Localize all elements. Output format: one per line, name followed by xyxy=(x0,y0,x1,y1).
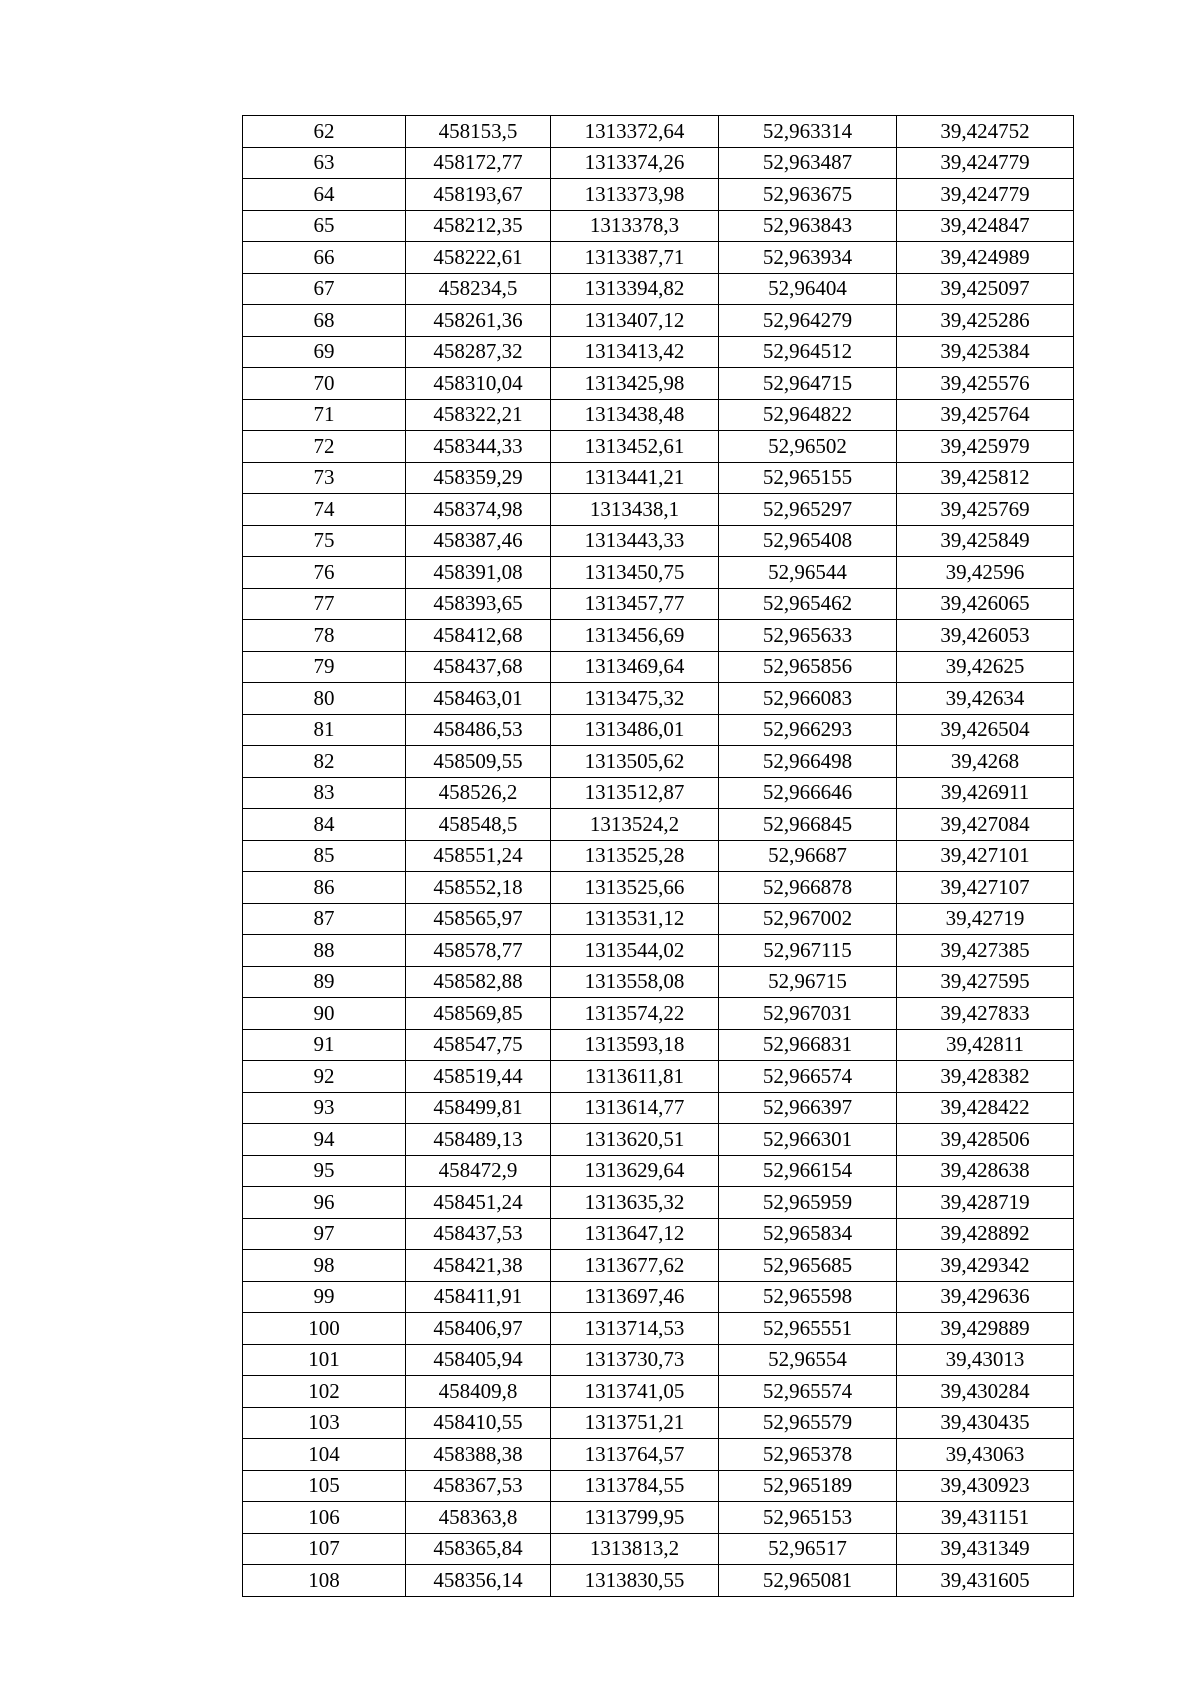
x-coordinate-cell: 458387,46 xyxy=(406,525,551,557)
longitude-cell: 39,427084 xyxy=(897,809,1074,841)
y-coordinate-cell: 1313475,32 xyxy=(551,683,719,715)
y-coordinate-cell: 1313697,46 xyxy=(551,1281,719,1313)
x-coordinate-cell: 458437,53 xyxy=(406,1218,551,1250)
coordinates-table xyxy=(242,115,1074,1597)
x-coordinate-cell: 458359,29 xyxy=(406,462,551,494)
y-coordinate-cell: 1313525,28 xyxy=(551,840,719,872)
latitude-cell: 52,963314 xyxy=(719,116,897,148)
latitude-cell: 52,965189 xyxy=(719,1470,897,1502)
point-number-cell: 83 xyxy=(243,777,406,809)
table-row xyxy=(243,431,1074,463)
longitude-cell: 39,425769 xyxy=(897,494,1074,526)
x-coordinate-cell: 458356,14 xyxy=(406,1565,551,1597)
y-coordinate-cell: 1313558,08 xyxy=(551,966,719,998)
point-number-cell: 78 xyxy=(243,620,406,652)
x-coordinate-cell: 458344,33 xyxy=(406,431,551,463)
y-coordinate-cell: 1313614,77 xyxy=(551,1092,719,1124)
point-number-cell: 67 xyxy=(243,273,406,305)
longitude-cell: 39,42811 xyxy=(897,1029,1074,1061)
table-row xyxy=(243,651,1074,683)
longitude-cell: 39,431349 xyxy=(897,1533,1074,1565)
y-coordinate-cell: 1313677,62 xyxy=(551,1250,719,1282)
point-number-cell: 99 xyxy=(243,1281,406,1313)
latitude-cell: 52,96687 xyxy=(719,840,897,872)
longitude-cell: 39,430284 xyxy=(897,1376,1074,1408)
table-row xyxy=(243,1376,1074,1408)
y-coordinate-cell: 1313407,12 xyxy=(551,305,719,337)
longitude-cell: 39,424989 xyxy=(897,242,1074,274)
y-coordinate-cell: 1313647,12 xyxy=(551,1218,719,1250)
table-row xyxy=(243,620,1074,652)
latitude-cell: 52,96404 xyxy=(719,273,897,305)
x-coordinate-cell: 458261,36 xyxy=(406,305,551,337)
longitude-cell: 39,425097 xyxy=(897,273,1074,305)
table-row xyxy=(243,872,1074,904)
latitude-cell: 52,965408 xyxy=(719,525,897,557)
table-row xyxy=(243,966,1074,998)
x-coordinate-cell: 458509,55 xyxy=(406,746,551,778)
longitude-cell: 39,427385 xyxy=(897,935,1074,967)
table-row xyxy=(243,1029,1074,1061)
x-coordinate-cell: 458421,38 xyxy=(406,1250,551,1282)
longitude-cell: 39,429342 xyxy=(897,1250,1074,1282)
x-coordinate-cell: 458548,5 xyxy=(406,809,551,841)
y-coordinate-cell: 1313486,01 xyxy=(551,714,719,746)
longitude-cell: 39,428422 xyxy=(897,1092,1074,1124)
y-coordinate-cell: 1313394,82 xyxy=(551,273,719,305)
x-coordinate-cell: 458405,94 xyxy=(406,1344,551,1376)
table-row xyxy=(243,147,1074,179)
latitude-cell: 52,966293 xyxy=(719,714,897,746)
x-coordinate-cell: 458172,77 xyxy=(406,147,551,179)
longitude-cell: 39,425812 xyxy=(897,462,1074,494)
point-number-cell: 98 xyxy=(243,1250,406,1282)
y-coordinate-cell: 1313751,21 xyxy=(551,1407,719,1439)
x-coordinate-cell: 458222,61 xyxy=(406,242,551,274)
longitude-cell: 39,42596 xyxy=(897,557,1074,589)
latitude-cell: 52,966498 xyxy=(719,746,897,778)
point-number-cell: 72 xyxy=(243,431,406,463)
table-row xyxy=(243,588,1074,620)
point-number-cell: 64 xyxy=(243,179,406,211)
table-row xyxy=(243,462,1074,494)
point-number-cell: 75 xyxy=(243,525,406,557)
table-row xyxy=(243,179,1074,211)
y-coordinate-cell: 1313374,26 xyxy=(551,147,719,179)
point-number-cell: 81 xyxy=(243,714,406,746)
point-number-cell: 88 xyxy=(243,935,406,967)
table-row xyxy=(243,1313,1074,1345)
point-number-cell: 85 xyxy=(243,840,406,872)
latitude-cell: 52,964512 xyxy=(719,336,897,368)
longitude-cell: 39,427595 xyxy=(897,966,1074,998)
table-row xyxy=(243,1502,1074,1534)
x-coordinate-cell: 458393,65 xyxy=(406,588,551,620)
x-coordinate-cell: 458310,04 xyxy=(406,368,551,400)
point-number-cell: 97 xyxy=(243,1218,406,1250)
y-coordinate-cell: 1313443,33 xyxy=(551,525,719,557)
point-number-cell: 101 xyxy=(243,1344,406,1376)
x-coordinate-cell: 458565,97 xyxy=(406,903,551,935)
x-coordinate-cell: 458569,85 xyxy=(406,998,551,1030)
y-coordinate-cell: 1313525,66 xyxy=(551,872,719,904)
point-number-cell: 104 xyxy=(243,1439,406,1471)
table-row xyxy=(243,998,1074,1030)
latitude-cell: 52,966154 xyxy=(719,1155,897,1187)
table-row xyxy=(243,525,1074,557)
table-row xyxy=(243,1124,1074,1156)
longitude-cell: 39,425286 xyxy=(897,305,1074,337)
point-number-cell: 84 xyxy=(243,809,406,841)
x-coordinate-cell: 458193,67 xyxy=(406,179,551,211)
longitude-cell: 39,42719 xyxy=(897,903,1074,935)
longitude-cell: 39,4268 xyxy=(897,746,1074,778)
longitude-cell: 39,424847 xyxy=(897,210,1074,242)
y-coordinate-cell: 1313505,62 xyxy=(551,746,719,778)
y-coordinate-cell: 1313784,55 xyxy=(551,1470,719,1502)
table-row xyxy=(243,336,1074,368)
table-row xyxy=(243,777,1074,809)
latitude-cell: 52,96715 xyxy=(719,966,897,998)
point-number-cell: 76 xyxy=(243,557,406,589)
latitude-cell: 52,96544 xyxy=(719,557,897,589)
y-coordinate-cell: 1313730,73 xyxy=(551,1344,719,1376)
table-row xyxy=(243,840,1074,872)
table-row xyxy=(243,1470,1074,1502)
point-number-cell: 82 xyxy=(243,746,406,778)
y-coordinate-cell: 1313741,05 xyxy=(551,1376,719,1408)
coordinates-table-body xyxy=(243,116,1074,1597)
table-row xyxy=(243,399,1074,431)
point-number-cell: 71 xyxy=(243,399,406,431)
latitude-cell: 52,963675 xyxy=(719,179,897,211)
longitude-cell: 39,428638 xyxy=(897,1155,1074,1187)
y-coordinate-cell: 1313799,95 xyxy=(551,1502,719,1534)
x-coordinate-cell: 458551,24 xyxy=(406,840,551,872)
table-row xyxy=(243,116,1074,148)
latitude-cell: 52,966083 xyxy=(719,683,897,715)
longitude-cell: 39,429636 xyxy=(897,1281,1074,1313)
latitude-cell: 52,96517 xyxy=(719,1533,897,1565)
y-coordinate-cell: 1313635,32 xyxy=(551,1187,719,1219)
y-coordinate-cell: 1313438,1 xyxy=(551,494,719,526)
y-coordinate-cell: 1313441,21 xyxy=(551,462,719,494)
x-coordinate-cell: 458547,75 xyxy=(406,1029,551,1061)
x-coordinate-cell: 458367,53 xyxy=(406,1470,551,1502)
longitude-cell: 39,427101 xyxy=(897,840,1074,872)
point-number-cell: 63 xyxy=(243,147,406,179)
y-coordinate-cell: 1313456,69 xyxy=(551,620,719,652)
latitude-cell: 52,965551 xyxy=(719,1313,897,1345)
latitude-cell: 52,966646 xyxy=(719,777,897,809)
point-number-cell: 107 xyxy=(243,1533,406,1565)
table-row xyxy=(243,1565,1074,1597)
longitude-cell: 39,428892 xyxy=(897,1218,1074,1250)
y-coordinate-cell: 1313813,2 xyxy=(551,1533,719,1565)
point-number-cell: 80 xyxy=(243,683,406,715)
table-row xyxy=(243,557,1074,589)
table-row xyxy=(243,683,1074,715)
x-coordinate-cell: 458486,53 xyxy=(406,714,551,746)
x-coordinate-cell: 458451,24 xyxy=(406,1187,551,1219)
latitude-cell: 52,964279 xyxy=(719,305,897,337)
x-coordinate-cell: 458287,32 xyxy=(406,336,551,368)
latitude-cell: 52,965081 xyxy=(719,1565,897,1597)
point-number-cell: 74 xyxy=(243,494,406,526)
table-row xyxy=(243,903,1074,935)
point-number-cell: 66 xyxy=(243,242,406,274)
longitude-cell: 39,426053 xyxy=(897,620,1074,652)
longitude-cell: 39,42634 xyxy=(897,683,1074,715)
latitude-cell: 52,966574 xyxy=(719,1061,897,1093)
point-number-cell: 73 xyxy=(243,462,406,494)
x-coordinate-cell: 458411,91 xyxy=(406,1281,551,1313)
latitude-cell: 52,965378 xyxy=(719,1439,897,1471)
longitude-cell: 39,429889 xyxy=(897,1313,1074,1345)
x-coordinate-cell: 458578,77 xyxy=(406,935,551,967)
table-row xyxy=(243,242,1074,274)
y-coordinate-cell: 1313620,51 xyxy=(551,1124,719,1156)
longitude-cell: 39,424779 xyxy=(897,179,1074,211)
latitude-cell: 52,966845 xyxy=(719,809,897,841)
point-number-cell: 62 xyxy=(243,116,406,148)
longitude-cell: 39,426911 xyxy=(897,777,1074,809)
point-number-cell: 93 xyxy=(243,1092,406,1124)
longitude-cell: 39,428506 xyxy=(897,1124,1074,1156)
x-coordinate-cell: 458409,8 xyxy=(406,1376,551,1408)
table-row xyxy=(243,1092,1074,1124)
latitude-cell: 52,966397 xyxy=(719,1092,897,1124)
table-row xyxy=(243,210,1074,242)
x-coordinate-cell: 458234,5 xyxy=(406,273,551,305)
longitude-cell: 39,425979 xyxy=(897,431,1074,463)
latitude-cell: 52,965579 xyxy=(719,1407,897,1439)
latitude-cell: 52,963843 xyxy=(719,210,897,242)
x-coordinate-cell: 458519,44 xyxy=(406,1061,551,1093)
latitude-cell: 52,965462 xyxy=(719,588,897,620)
latitude-cell: 52,967031 xyxy=(719,998,897,1030)
y-coordinate-cell: 1313611,81 xyxy=(551,1061,719,1093)
point-number-cell: 108 xyxy=(243,1565,406,1597)
y-coordinate-cell: 1313450,75 xyxy=(551,557,719,589)
latitude-cell: 52,967115 xyxy=(719,935,897,967)
point-number-cell: 86 xyxy=(243,872,406,904)
point-number-cell: 68 xyxy=(243,305,406,337)
latitude-cell: 52,966831 xyxy=(719,1029,897,1061)
table-row xyxy=(243,714,1074,746)
x-coordinate-cell: 458374,98 xyxy=(406,494,551,526)
table-row xyxy=(243,1218,1074,1250)
table-row xyxy=(243,305,1074,337)
point-number-cell: 70 xyxy=(243,368,406,400)
x-coordinate-cell: 458472,9 xyxy=(406,1155,551,1187)
x-coordinate-cell: 458526,2 xyxy=(406,777,551,809)
y-coordinate-cell: 1313372,64 xyxy=(551,116,719,148)
latitude-cell: 52,967002 xyxy=(719,903,897,935)
x-coordinate-cell: 458412,68 xyxy=(406,620,551,652)
table-row xyxy=(243,1155,1074,1187)
point-number-cell: 103 xyxy=(243,1407,406,1439)
latitude-cell: 52,964715 xyxy=(719,368,897,400)
point-number-cell: 94 xyxy=(243,1124,406,1156)
table-row xyxy=(243,1439,1074,1471)
table-row xyxy=(243,1061,1074,1093)
latitude-cell: 52,965685 xyxy=(719,1250,897,1282)
y-coordinate-cell: 1313413,42 xyxy=(551,336,719,368)
point-number-cell: 91 xyxy=(243,1029,406,1061)
y-coordinate-cell: 1313524,2 xyxy=(551,809,719,841)
latitude-cell: 52,963934 xyxy=(719,242,897,274)
latitude-cell: 52,966301 xyxy=(719,1124,897,1156)
table-row xyxy=(243,1281,1074,1313)
latitude-cell: 52,966878 xyxy=(719,872,897,904)
longitude-cell: 39,427833 xyxy=(897,998,1074,1030)
y-coordinate-cell: 1313373,98 xyxy=(551,179,719,211)
point-number-cell: 90 xyxy=(243,998,406,1030)
x-coordinate-cell: 458410,55 xyxy=(406,1407,551,1439)
point-number-cell: 106 xyxy=(243,1502,406,1534)
longitude-cell: 39,42625 xyxy=(897,651,1074,683)
longitude-cell: 39,431605 xyxy=(897,1565,1074,1597)
latitude-cell: 52,96502 xyxy=(719,431,897,463)
longitude-cell: 39,425384 xyxy=(897,336,1074,368)
point-number-cell: 95 xyxy=(243,1155,406,1187)
y-coordinate-cell: 1313378,3 xyxy=(551,210,719,242)
longitude-cell: 39,428719 xyxy=(897,1187,1074,1219)
longitude-cell: 39,424779 xyxy=(897,147,1074,179)
longitude-cell: 39,426504 xyxy=(897,714,1074,746)
x-coordinate-cell: 458212,35 xyxy=(406,210,551,242)
table-row xyxy=(243,1344,1074,1376)
latitude-cell: 52,965598 xyxy=(719,1281,897,1313)
table-row xyxy=(243,494,1074,526)
latitude-cell: 52,965856 xyxy=(719,651,897,683)
longitude-cell: 39,428382 xyxy=(897,1061,1074,1093)
y-coordinate-cell: 1313438,48 xyxy=(551,399,719,431)
table-row xyxy=(243,273,1074,305)
y-coordinate-cell: 1313469,64 xyxy=(551,651,719,683)
longitude-cell: 39,431151 xyxy=(897,1502,1074,1534)
y-coordinate-cell: 1313544,02 xyxy=(551,935,719,967)
y-coordinate-cell: 1313830,55 xyxy=(551,1565,719,1597)
longitude-cell: 39,43013 xyxy=(897,1344,1074,1376)
y-coordinate-cell: 1313629,64 xyxy=(551,1155,719,1187)
table-row xyxy=(243,746,1074,778)
latitude-cell: 52,965574 xyxy=(719,1376,897,1408)
point-number-cell: 69 xyxy=(243,336,406,368)
y-coordinate-cell: 1313425,98 xyxy=(551,368,719,400)
x-coordinate-cell: 458437,68 xyxy=(406,651,551,683)
x-coordinate-cell: 458322,21 xyxy=(406,399,551,431)
latitude-cell: 52,965297 xyxy=(719,494,897,526)
point-number-cell: 92 xyxy=(243,1061,406,1093)
longitude-cell: 39,424752 xyxy=(897,116,1074,148)
longitude-cell: 39,430435 xyxy=(897,1407,1074,1439)
point-number-cell: 79 xyxy=(243,651,406,683)
y-coordinate-cell: 1313531,12 xyxy=(551,903,719,935)
latitude-cell: 52,965834 xyxy=(719,1218,897,1250)
latitude-cell: 52,965633 xyxy=(719,620,897,652)
x-coordinate-cell: 458552,18 xyxy=(406,872,551,904)
y-coordinate-cell: 1313593,18 xyxy=(551,1029,719,1061)
x-coordinate-cell: 458499,81 xyxy=(406,1092,551,1124)
y-coordinate-cell: 1313512,87 xyxy=(551,777,719,809)
y-coordinate-cell: 1313574,22 xyxy=(551,998,719,1030)
x-coordinate-cell: 458489,13 xyxy=(406,1124,551,1156)
latitude-cell: 52,963487 xyxy=(719,147,897,179)
x-coordinate-cell: 458463,01 xyxy=(406,683,551,715)
latitude-cell: 52,965155 xyxy=(719,462,897,494)
y-coordinate-cell: 1313387,71 xyxy=(551,242,719,274)
table-row xyxy=(243,1533,1074,1565)
y-coordinate-cell: 1313457,77 xyxy=(551,588,719,620)
latitude-cell: 52,964822 xyxy=(719,399,897,431)
point-number-cell: 102 xyxy=(243,1376,406,1408)
latitude-cell: 52,96554 xyxy=(719,1344,897,1376)
x-coordinate-cell: 458582,88 xyxy=(406,966,551,998)
point-number-cell: 77 xyxy=(243,588,406,620)
point-number-cell: 100 xyxy=(243,1313,406,1345)
x-coordinate-cell: 458365,84 xyxy=(406,1533,551,1565)
table-row xyxy=(243,935,1074,967)
x-coordinate-cell: 458153,5 xyxy=(406,116,551,148)
longitude-cell: 39,426065 xyxy=(897,588,1074,620)
longitude-cell: 39,430923 xyxy=(897,1470,1074,1502)
table-row xyxy=(243,1250,1074,1282)
longitude-cell: 39,425849 xyxy=(897,525,1074,557)
y-coordinate-cell: 1313452,61 xyxy=(551,431,719,463)
table-row xyxy=(243,368,1074,400)
point-number-cell: 89 xyxy=(243,966,406,998)
point-number-cell: 105 xyxy=(243,1470,406,1502)
x-coordinate-cell: 458391,08 xyxy=(406,557,551,589)
longitude-cell: 39,425764 xyxy=(897,399,1074,431)
table-row xyxy=(243,809,1074,841)
latitude-cell: 52,965153 xyxy=(719,1502,897,1534)
y-coordinate-cell: 1313764,57 xyxy=(551,1439,719,1471)
longitude-cell: 39,427107 xyxy=(897,872,1074,904)
longitude-cell: 39,425576 xyxy=(897,368,1074,400)
point-number-cell: 65 xyxy=(243,210,406,242)
table-row xyxy=(243,1187,1074,1219)
longitude-cell: 39,43063 xyxy=(897,1439,1074,1471)
x-coordinate-cell: 458388,38 xyxy=(406,1439,551,1471)
latitude-cell: 52,965959 xyxy=(719,1187,897,1219)
y-coordinate-cell: 1313714,53 xyxy=(551,1313,719,1345)
point-number-cell: 96 xyxy=(243,1187,406,1219)
x-coordinate-cell: 458363,8 xyxy=(406,1502,551,1534)
x-coordinate-cell: 458406,97 xyxy=(406,1313,551,1345)
table-row xyxy=(243,1407,1074,1439)
point-number-cell: 87 xyxy=(243,903,406,935)
